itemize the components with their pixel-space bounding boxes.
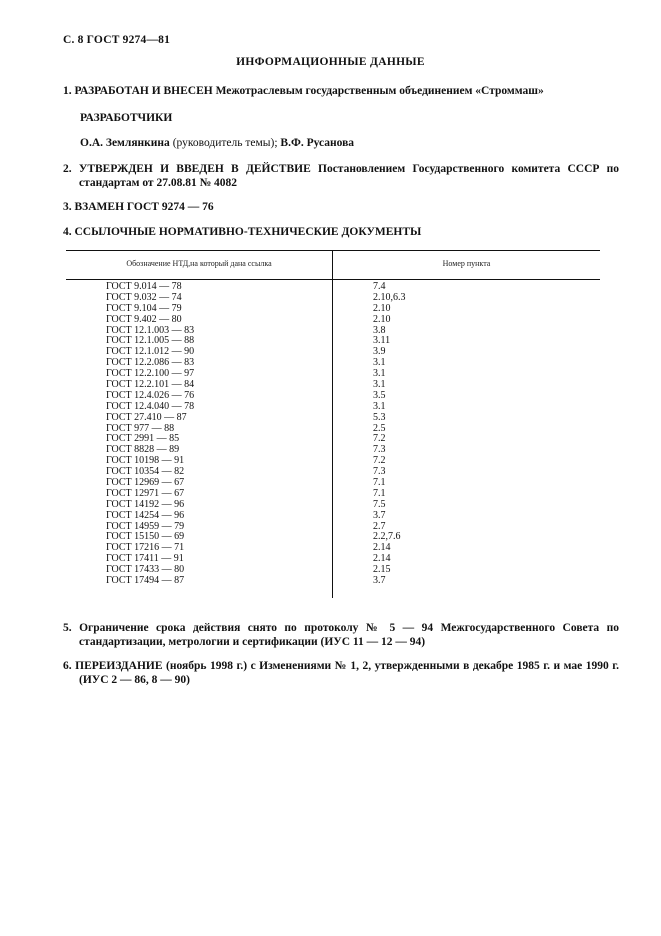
row-clause: 7.3: [373, 444, 386, 456]
table-header-rule: [66, 279, 600, 280]
item-2-lead: УТВЕРЖДЕН И ВВЕДЕН В ДЕЙСТВИЕ: [78, 163, 311, 175]
item-6: [63, 659, 619, 687]
row-document: ГОСТ 15150 — 69: [106, 531, 185, 543]
row-document: ГОСТ 9.014 — 78: [106, 281, 182, 292]
item-5-text: Ограничение срока действия снято по протоколу № 5 — 94 Межгосударственного Совета по стандартизации, метрологии и сертификации (ИУС 11 — 12 — 94): [79, 622, 620, 648]
table-row: [66, 281, 600, 292]
row-document: ГОСТ 12.4.026 — 76: [106, 389, 195, 401]
item-5-number: 5.: [63, 622, 72, 634]
row-document: ГОСТ 17411 — 91: [106, 553, 184, 565]
item-4: [63, 225, 603, 239]
row-document: ГОСТ 12.1.012 — 90: [106, 346, 195, 358]
table-row: [66, 423, 600, 434]
table-row: [66, 314, 600, 325]
table-row: [66, 510, 600, 521]
table-row: [66, 325, 600, 336]
item-6-lead: ПЕРЕИЗДАНИЕ: [75, 660, 163, 672]
page-header: С. 8 ГОСТ 9274—81: [63, 34, 171, 46]
table-row: [66, 499, 600, 510]
table-row: [66, 433, 600, 444]
row-clause: 7.1: [373, 487, 386, 499]
table-row: [66, 412, 600, 423]
row-document: ГОСТ 17494 — 87: [106, 575, 185, 587]
table-row: [66, 521, 600, 532]
developers-heading: РАЗРАБОТЧИКИ: [80, 112, 173, 124]
row-clause: 3.11: [373, 335, 391, 347]
row-clause: 2.2,7.6: [373, 531, 401, 543]
row-document: ГОСТ 14959 — 79: [106, 520, 185, 532]
row-document: ГОСТ 10354 — 82: [106, 466, 185, 478]
item-3: [63, 200, 603, 214]
row-document: ГОСТ 12.4.040 — 78: [106, 400, 195, 412]
table-row: [66, 401, 600, 412]
author-1-name: О.А. Землянкина: [80, 137, 170, 149]
row-clause: 2.14: [373, 553, 391, 565]
author-2-name: В.Ф. Русанова: [280, 137, 355, 149]
table-row: [66, 346, 600, 357]
author-1-role: (руководитель темы);: [172, 137, 278, 149]
item-4-number: 4.: [63, 226, 72, 238]
table-row: [66, 357, 600, 368]
table-row: [66, 379, 600, 390]
table-row: [66, 531, 600, 542]
item-3-number: 3.: [63, 201, 72, 213]
row-clause: 2.14: [373, 542, 391, 554]
row-document: ГОСТ 12.2.101 — 84: [106, 379, 195, 391]
row-document: ГОСТ 14254 — 96: [106, 509, 185, 521]
row-clause: 3.8: [373, 324, 386, 336]
row-document: ГОСТ 9.402 — 80: [106, 313, 182, 325]
row-document: ГОСТ 12969 — 67: [106, 477, 185, 489]
row-clause: 5.3: [373, 411, 386, 423]
row-clause: 3.7: [373, 509, 386, 521]
row-clause: 7.2: [373, 433, 386, 445]
item-1-number: 1.: [63, 85, 72, 97]
row-clause: 7.5: [373, 498, 386, 510]
table-row: [66, 303, 600, 314]
row-clause: 2.15: [373, 564, 391, 576]
table-row: [66, 444, 600, 455]
row-clause: 3.9: [373, 346, 386, 358]
table-row: [66, 455, 600, 466]
table-row: [66, 466, 600, 477]
row-clause: 3.7: [373, 575, 386, 587]
row-clause: 2.10: [373, 313, 391, 325]
table-row: [66, 575, 600, 586]
row-clause: 3.5: [373, 389, 386, 401]
table-row: [66, 368, 600, 379]
developers-authors: [80, 137, 354, 149]
item-6-number: 6.: [63, 660, 72, 672]
row-clause: 2.7: [373, 520, 386, 532]
table-row: [66, 292, 600, 303]
item-1: [63, 84, 619, 98]
table-row: [66, 477, 600, 488]
row-document: ГОСТ 12.2.086 — 83: [106, 357, 195, 369]
row-clause: 3.1: [373, 357, 386, 369]
section-title: ИНФОРМАЦИОННЫЕ ДАННЫЕ: [236, 56, 425, 68]
row-document: ГОСТ 2991 — 85: [106, 433, 180, 445]
item-6-text: (ноябрь 1998 г.) с Изменениями № 1, 2, утвержденными в декабре 1985 г. и мае 1990 г. (ИУС 2 — 86, 8 — 90): [79, 660, 620, 686]
table-row: [66, 553, 600, 564]
row-document: ГОСТ 17216 — 71: [106, 542, 185, 554]
row-document: ГОСТ 9.104 — 79: [106, 302, 182, 314]
row-clause: 7.2: [373, 455, 386, 467]
item-1-lead: РАЗРАБОТАН И ВНЕСЕН: [74, 85, 213, 97]
row-clause: 2.5: [373, 422, 386, 434]
item-2-number: 2.: [63, 163, 72, 175]
table-row: [66, 488, 600, 499]
item-2-text: Постановлением Государственного комитета СССР по стандартам от 27.08.81 № 4082: [79, 163, 620, 189]
row-clause: 2.10: [373, 302, 391, 314]
row-document: ГОСТ 17433 — 80: [106, 564, 185, 576]
item-4-text: ССЫЛОЧНЫЕ НОРМАТИВНО-ТЕХНИЧЕСКИЕ ДОКУМЕНТЫ: [74, 226, 422, 238]
row-clause: 7.1: [373, 477, 386, 489]
table-header-document: Обозначение НТД,на который дана ссылка: [126, 259, 272, 268]
item-3-text: ВЗАМЕН ГОСТ 9274 — 76: [74, 201, 214, 213]
item-1-text: Межотраслевым государственным объединением «Строммаш»: [215, 85, 544, 97]
table-row: [66, 564, 600, 575]
row-clause: 3.1: [373, 379, 386, 391]
table-body: [66, 281, 600, 586]
row-document: ГОСТ 9.032 — 74: [106, 291, 182, 303]
row-document: ГОСТ 8828 — 89: [106, 444, 180, 456]
row-document: ГОСТ 977 — 88: [106, 422, 175, 434]
row-document: ГОСТ 10198 — 91: [106, 455, 185, 467]
table-row: [66, 335, 600, 346]
row-document: ГОСТ 12.1.005 — 88: [106, 335, 195, 347]
row-document: ГОСТ 27.410 — 87: [106, 411, 187, 423]
row-document: ГОСТ 12.1.003 — 83: [106, 324, 195, 336]
row-clause: 7.3: [373, 466, 386, 478]
row-clause: 3.1: [373, 400, 386, 412]
item-5: [63, 621, 619, 649]
row-document: ГОСТ 12.2.100 — 97: [106, 368, 195, 380]
row-clause: 2.10,6.3: [373, 291, 406, 303]
table-row: [66, 542, 600, 553]
row-clause: 7.4: [373, 281, 386, 292]
row-document: ГОСТ 14192 — 96: [106, 498, 185, 510]
reference-documents-table: [66, 250, 600, 598]
table-row: [66, 390, 600, 401]
row-document: ГОСТ 12971 — 67: [106, 487, 185, 499]
row-clause: 3.1: [373, 368, 386, 380]
table-top-rule: [66, 250, 600, 251]
table-header-clause: Номер пункта: [442, 259, 491, 268]
item-2: [63, 162, 619, 190]
